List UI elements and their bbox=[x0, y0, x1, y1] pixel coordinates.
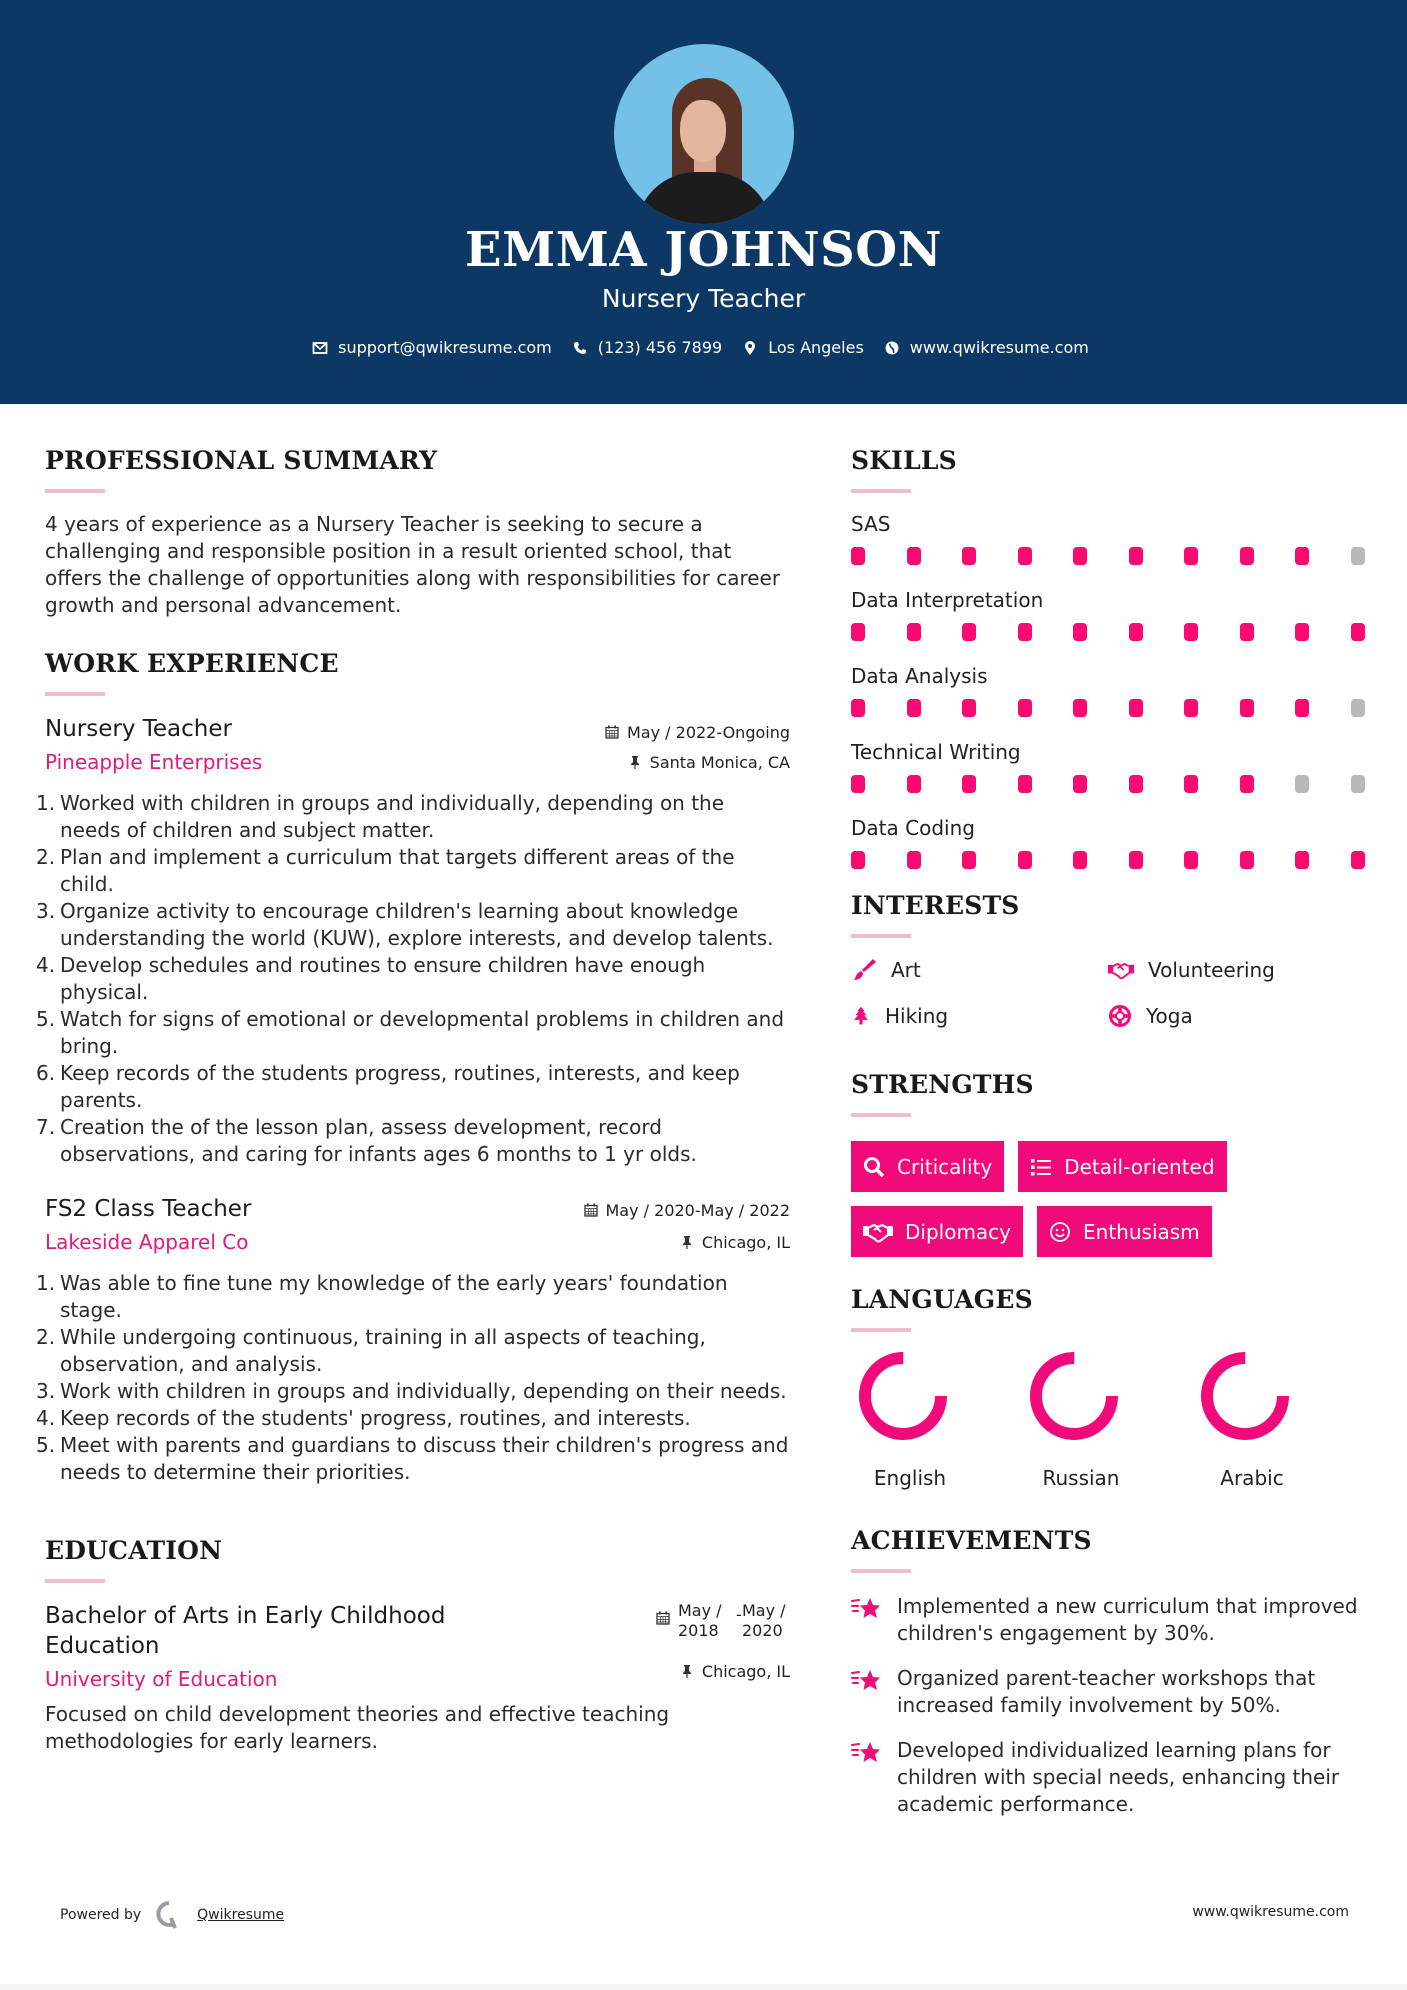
skill-dot bbox=[907, 699, 921, 717]
pushpin-icon bbox=[680, 1235, 694, 1249]
job-title: FS2 Class Teacher bbox=[45, 1196, 252, 1222]
job-location: Santa Monica, CA bbox=[649, 752, 790, 772]
calendar-icon bbox=[605, 725, 619, 739]
skill-dot bbox=[907, 851, 921, 869]
skill-dot bbox=[1018, 547, 1032, 565]
skill-dot bbox=[1129, 851, 1143, 869]
list-item: 3. Work with children in groups and individually, depending on their needs. bbox=[36, 1379, 787, 1403]
skill-name: Data Analysis bbox=[851, 664, 988, 688]
achievement-item: Organized parent-teacher workshops that increased family involvement by 50%. bbox=[851, 1665, 1371, 1719]
skill-dot bbox=[1018, 775, 1032, 793]
list-item: 1. Worked with children in groups and individually, depending on the needs of children and subject matter. bbox=[36, 791, 725, 842]
interest-hiking: Hiking bbox=[851, 1002, 1108, 1030]
contact-bar bbox=[0, 338, 1407, 357]
interest-art: Art bbox=[851, 956, 1108, 984]
candidate-name: EMMA JOHNSON bbox=[465, 222, 942, 278]
education-location: Chicago, IL bbox=[701, 1661, 790, 1681]
school-name: University of Education bbox=[45, 1667, 278, 1691]
language-item bbox=[851, 1350, 1022, 1490]
map-pin-icon bbox=[742, 340, 758, 356]
skill-dot bbox=[1073, 547, 1087, 565]
skill-dot bbox=[907, 623, 921, 641]
skill-dot bbox=[962, 775, 976, 793]
shooting-star-icon bbox=[851, 1667, 883, 1695]
achievement-item: Implemented a new curriculum that improved children's engagement by 30%. bbox=[851, 1593, 1371, 1647]
contact-email[interactable]: support@qwikresume.com bbox=[312, 338, 552, 357]
interest-volunteering: Volunteering bbox=[1108, 956, 1365, 984]
languages-section bbox=[851, 1285, 1371, 1490]
section-divider bbox=[851, 489, 911, 493]
language-name: Arabic bbox=[1220, 1466, 1284, 1490]
strength-chip-detail-oriented: Detail-oriented bbox=[1018, 1141, 1226, 1192]
shooting-star-icon bbox=[851, 1595, 883, 1623]
skill-dot bbox=[1351, 547, 1365, 565]
skill-dot bbox=[1351, 851, 1365, 869]
skill-rating bbox=[851, 775, 1365, 793]
job-responsibilities bbox=[36, 790, 790, 1168]
section-divider bbox=[45, 692, 105, 696]
skill-dot bbox=[962, 623, 976, 641]
contact-phone[interactable]: (123) 456 7899 bbox=[572, 338, 722, 357]
summary-text: 4 years of experience as a Nursery Teacher is seeking to secure a challenging and responsible position in a result oriented school, that offers the challenge of opportunities along with responsibilities for career growth and personal advancement. bbox=[45, 512, 781, 617]
achievement-item: Developed individualized learning plans for children with special needs, enhancing their academic performance. bbox=[851, 1737, 1371, 1818]
skill-dot bbox=[1073, 775, 1087, 793]
section-title: ACHIEVEMENTS bbox=[851, 1526, 1092, 1555]
shooting-star-icon bbox=[851, 1739, 883, 1767]
skill-dot bbox=[1129, 699, 1143, 717]
skill-dot bbox=[1351, 623, 1365, 641]
list-item: 7. Creation the of the lesson plan, assess development, record observations, and caring for infants ages 6 months to 1 yr olds. bbox=[36, 1115, 697, 1166]
skill-dot bbox=[1018, 623, 1032, 641]
list-item: 4. Keep records of the students' progress, routines, and interests. bbox=[36, 1406, 691, 1430]
skill-name: Technical Writing bbox=[851, 740, 1021, 764]
handshake-icon bbox=[1108, 958, 1134, 982]
resume-header bbox=[0, 0, 1407, 404]
calendar-icon bbox=[656, 1611, 670, 1625]
progress-ring-icon bbox=[1028, 1350, 1120, 1442]
skill-dot bbox=[1295, 699, 1309, 717]
skill-dot bbox=[1240, 547, 1254, 565]
education-description: Focused on child development theories and effective teaching methodologies for early learners. bbox=[45, 1702, 670, 1753]
skill-dot bbox=[1073, 699, 1087, 717]
skill-dot bbox=[1295, 623, 1309, 641]
skill-dot bbox=[1073, 851, 1087, 869]
skill-dot bbox=[851, 547, 865, 565]
education-section bbox=[45, 1536, 790, 1755]
job-responsibilities bbox=[36, 1270, 790, 1486]
skill-dot bbox=[851, 775, 865, 793]
skill-dot bbox=[907, 775, 921, 793]
section-title: STRENGTHS bbox=[851, 1070, 1034, 1099]
interest-yoga: Yoga bbox=[1108, 1002, 1365, 1030]
skill-dot bbox=[962, 699, 976, 717]
pushpin-icon bbox=[628, 755, 642, 769]
pushpin-icon bbox=[680, 1664, 694, 1678]
skill-dot bbox=[1184, 623, 1198, 641]
strength-chip-enthusiasm: Enthusiasm bbox=[1037, 1206, 1212, 1257]
skill-rating bbox=[851, 851, 1365, 869]
page-bottom-edge bbox=[0, 1984, 1407, 1990]
powered-by-label: Powered by bbox=[60, 1907, 142, 1923]
section-divider bbox=[45, 489, 105, 493]
left-column bbox=[36, 420, 790, 1755]
skill-name: SAS bbox=[851, 512, 891, 536]
lifebuoy-icon bbox=[1108, 1004, 1132, 1028]
skill-dot bbox=[1240, 851, 1254, 869]
list-item: 5. Meet with parents and guardians to discuss their children's progress and needs to determine their priorities. bbox=[36, 1433, 789, 1484]
skill-dot bbox=[851, 851, 865, 869]
work-section bbox=[36, 649, 790, 1486]
contact-location: Los Angeles bbox=[742, 338, 864, 357]
skill-dot bbox=[962, 547, 976, 565]
candidate-title: Nursery Teacher bbox=[601, 284, 806, 313]
qwikresume-logo-icon bbox=[155, 1900, 183, 1930]
skills-section bbox=[851, 446, 1371, 869]
job-location: Chicago, IL bbox=[701, 1232, 790, 1252]
job-dates: May / 2020-May / 2022 bbox=[605, 1200, 790, 1220]
profile-photo bbox=[614, 44, 794, 224]
strength-chip-criticality: Criticality bbox=[851, 1141, 1004, 1192]
skill-dot bbox=[1129, 623, 1143, 641]
strength-chip-diplomacy: Diplomacy bbox=[851, 1206, 1023, 1257]
job-company: Pineapple Enterprises bbox=[45, 750, 263, 774]
skill-dot bbox=[1240, 775, 1254, 793]
skill-dot bbox=[1018, 851, 1032, 869]
list-item: 3. Organize activity to encourage children's learning about knowledge understanding the world (KUW), explore interests, and develop talents. bbox=[36, 899, 774, 950]
job-title: Nursery Teacher bbox=[45, 716, 232, 742]
section-divider bbox=[851, 1113, 911, 1117]
skill-name: Data Interpretation bbox=[851, 588, 1044, 612]
job-entry bbox=[36, 1194, 790, 1486]
skill-dot bbox=[1351, 775, 1365, 793]
skill-dot bbox=[1295, 775, 1309, 793]
paintbrush-icon bbox=[851, 958, 877, 982]
section-divider bbox=[45, 1579, 105, 1583]
section-title: WORK EXPERIENCE bbox=[45, 649, 339, 678]
job-entry bbox=[36, 714, 790, 1168]
skill-dot bbox=[1351, 699, 1365, 717]
calendar-icon bbox=[584, 1203, 598, 1217]
section-title: INTERESTS bbox=[851, 891, 1020, 920]
education-end-date: - May / 2020 bbox=[736, 1601, 786, 1640]
footer-website-link[interactable]: www.qwikresume.com bbox=[1192, 1904, 1349, 1920]
phone-icon bbox=[572, 340, 588, 356]
right-column bbox=[851, 420, 1371, 1836]
skill-dot bbox=[1073, 623, 1087, 641]
strengths-section bbox=[851, 1070, 1371, 1257]
progress-ring-icon bbox=[857, 1350, 949, 1442]
education-start-date: May / 2018 bbox=[678, 1601, 722, 1640]
skill-dot bbox=[1184, 699, 1198, 717]
progress-ring-icon bbox=[1199, 1350, 1291, 1442]
skill-rating bbox=[851, 623, 1365, 641]
section-title: SKILLS bbox=[851, 446, 957, 475]
job-company: Lakeside Apparel Co bbox=[45, 1230, 249, 1254]
skill-dot bbox=[907, 547, 921, 565]
skill-dot bbox=[1184, 775, 1198, 793]
globe-icon bbox=[884, 340, 900, 356]
section-title: EDUCATION bbox=[45, 1536, 223, 1565]
qwikresume-link[interactable]: Qwikresume bbox=[197, 1907, 285, 1923]
search-icon bbox=[863, 1156, 885, 1178]
achievements-section bbox=[851, 1526, 1371, 1818]
skill-rating bbox=[851, 699, 1365, 717]
degree-title: Bachelor of Arts in Early Childhood Education bbox=[45, 1603, 446, 1659]
section-title: LANGUAGES bbox=[851, 1285, 1033, 1314]
section-title: PROFESSIONAL SUMMARY bbox=[45, 446, 438, 475]
skill-dot bbox=[851, 623, 865, 641]
smile-icon bbox=[1049, 1221, 1071, 1243]
skill-dot bbox=[1295, 547, 1309, 565]
handshake-icon bbox=[863, 1221, 893, 1243]
page-footer bbox=[0, 1894, 1407, 1934]
section-divider bbox=[851, 934, 911, 938]
contact-website[interactable]: www.qwikresume.com bbox=[884, 338, 1089, 357]
skill-dot bbox=[962, 851, 976, 869]
language-name: English bbox=[873, 1466, 947, 1490]
list-item: 6. Keep records of the students progress, routines, interests, and keep parents. bbox=[36, 1061, 740, 1112]
skill-dot bbox=[1295, 851, 1309, 869]
skill-rating bbox=[851, 547, 1365, 565]
list-item: 2. Plan and implement a curriculum that targets different areas of the child. bbox=[36, 845, 735, 896]
language-item bbox=[1193, 1350, 1364, 1490]
list-item: 5. Watch for signs of emotional or developmental problems in children and bring. bbox=[36, 1007, 785, 1058]
skills-list bbox=[851, 511, 1371, 869]
job-dates: May / 2022-Ongoing bbox=[627, 722, 790, 742]
skill-dot bbox=[1240, 699, 1254, 717]
list-icon bbox=[1030, 1156, 1052, 1178]
skill-dot bbox=[1184, 547, 1198, 565]
language-name: Russian bbox=[1042, 1466, 1120, 1490]
section-divider bbox=[851, 1569, 911, 1573]
skill-dot bbox=[1184, 851, 1198, 869]
skill-dot bbox=[1018, 699, 1032, 717]
skill-dot bbox=[851, 699, 865, 717]
section-divider bbox=[851, 1328, 911, 1332]
skill-name: Data Coding bbox=[851, 816, 975, 840]
tree-icon bbox=[851, 1004, 871, 1028]
summary-section bbox=[45, 446, 790, 619]
language-item bbox=[1022, 1350, 1193, 1490]
list-item: 2. While undergoing continuous, training in all aspects of teaching, observation, and analysis. bbox=[36, 1325, 706, 1376]
envelope-icon bbox=[312, 340, 328, 356]
skill-dot bbox=[1129, 775, 1143, 793]
list-item: 1. Was able to fine tune my knowledge of the early years' foundation stage. bbox=[36, 1271, 728, 1322]
list-item: 4. Develop schedules and routines to ensure children have enough physical. bbox=[36, 953, 706, 1004]
interests-section bbox=[851, 891, 1371, 1030]
skill-dot bbox=[1129, 547, 1143, 565]
skill-dot bbox=[1240, 623, 1254, 641]
